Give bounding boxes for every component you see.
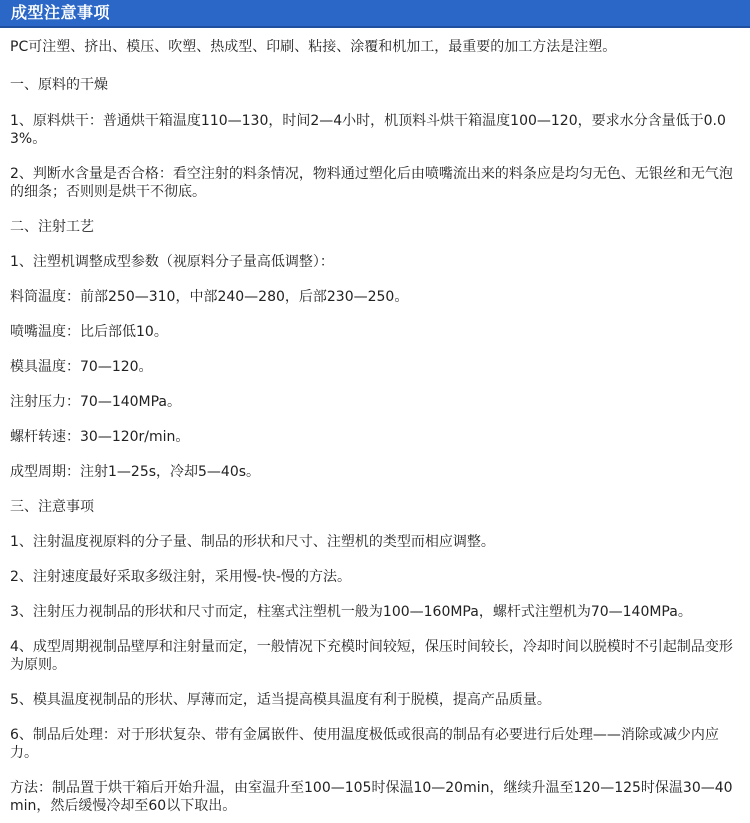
screw-speed: 螺杆转速：30—120r/min。 — [10, 429, 190, 445]
intro-paragraph: PC可注塑、挤出、模压、吹塑、热成型、印刷、粘接、涂覆和机加工，最重要的加工方法是注塑。 — [10, 39, 617, 55]
drying-step-2: 2、判断水含量是否合格：看空注射的料条情况，物料通过塑化后由喷嘴流出来的料条应是均匀无色、无银丝和无气泡的细条；否则则是烘干不彻底。 — [10, 166, 733, 200]
barrel-temperature: 料筒温度：前部250—310，中部240—280，后部230—250。 — [10, 289, 409, 305]
drying-step-1: 1、原料烘干：普通烘干箱温度110—130，时间2—4小时，机顶料斗烘干箱温度100—120，要求水分含量低于0.03%。 — [10, 113, 726, 147]
note-1: 1、注射温度视原料的分子量、制品的形状和尺寸、注塑机的类型而相应调整。 — [10, 534, 495, 550]
mold-temperature: 模具温度：70—120。 — [10, 359, 153, 375]
section-title: 成型注意事项 — [11, 3, 111, 22]
injection-pressure: 注射压力：70—140MPa。 — [10, 394, 182, 410]
note-2: 2、注射速度最好采取多级注射，采用慢-快-慢的方法。 — [10, 569, 352, 585]
injection-step-1: 1、注塑机调整成型参数（视原料分子量高低调整）： — [10, 254, 334, 270]
article-body — [10, 38, 736, 815]
note-6: 6、制品后处理：对于形状复杂、带有金属嵌件、使用温度极低或很高的制品有必要进行后处理——消除或减少内应力。 — [10, 727, 719, 761]
section-heading-drying: 一、原料的干燥 — [10, 77, 108, 93]
post-treatment-method: 方法：制品置于烘干箱后开始升温，由室温升至100—105时保温10—20min，继续升温至120—125时保温30—40min，然后缓慢冷却至60以下取出。 — [10, 780, 733, 814]
section-heading-injection: 二、注射工艺 — [10, 219, 94, 235]
molding-cycle: 成型周期：注射1—25s，冷却5—40s。 — [10, 464, 261, 480]
nozzle-temperature: 喷嘴温度：比后部低10。 — [10, 324, 168, 340]
note-4: 4、成型周期视制品壁厚和注射量而定，一般情况下充模时间较短，保压时间较长，冷却时间以脱模时不引起制品变形为原则。 — [10, 639, 733, 673]
section-heading-notes: 三、注意事项 — [10, 499, 94, 515]
note-3: 3、注射压力视制品的形状和尺寸而定，柱塞式注塑机一般为100—160MPa，螺杆式注塑机为70—140MPa。 — [10, 604, 692, 620]
section-header-bar — [0, 0, 750, 28]
note-5: 5、模具温度视制品的形状、厚薄而定，适当提高模具温度有利于脱模，提高产品质量。 — [10, 692, 551, 708]
